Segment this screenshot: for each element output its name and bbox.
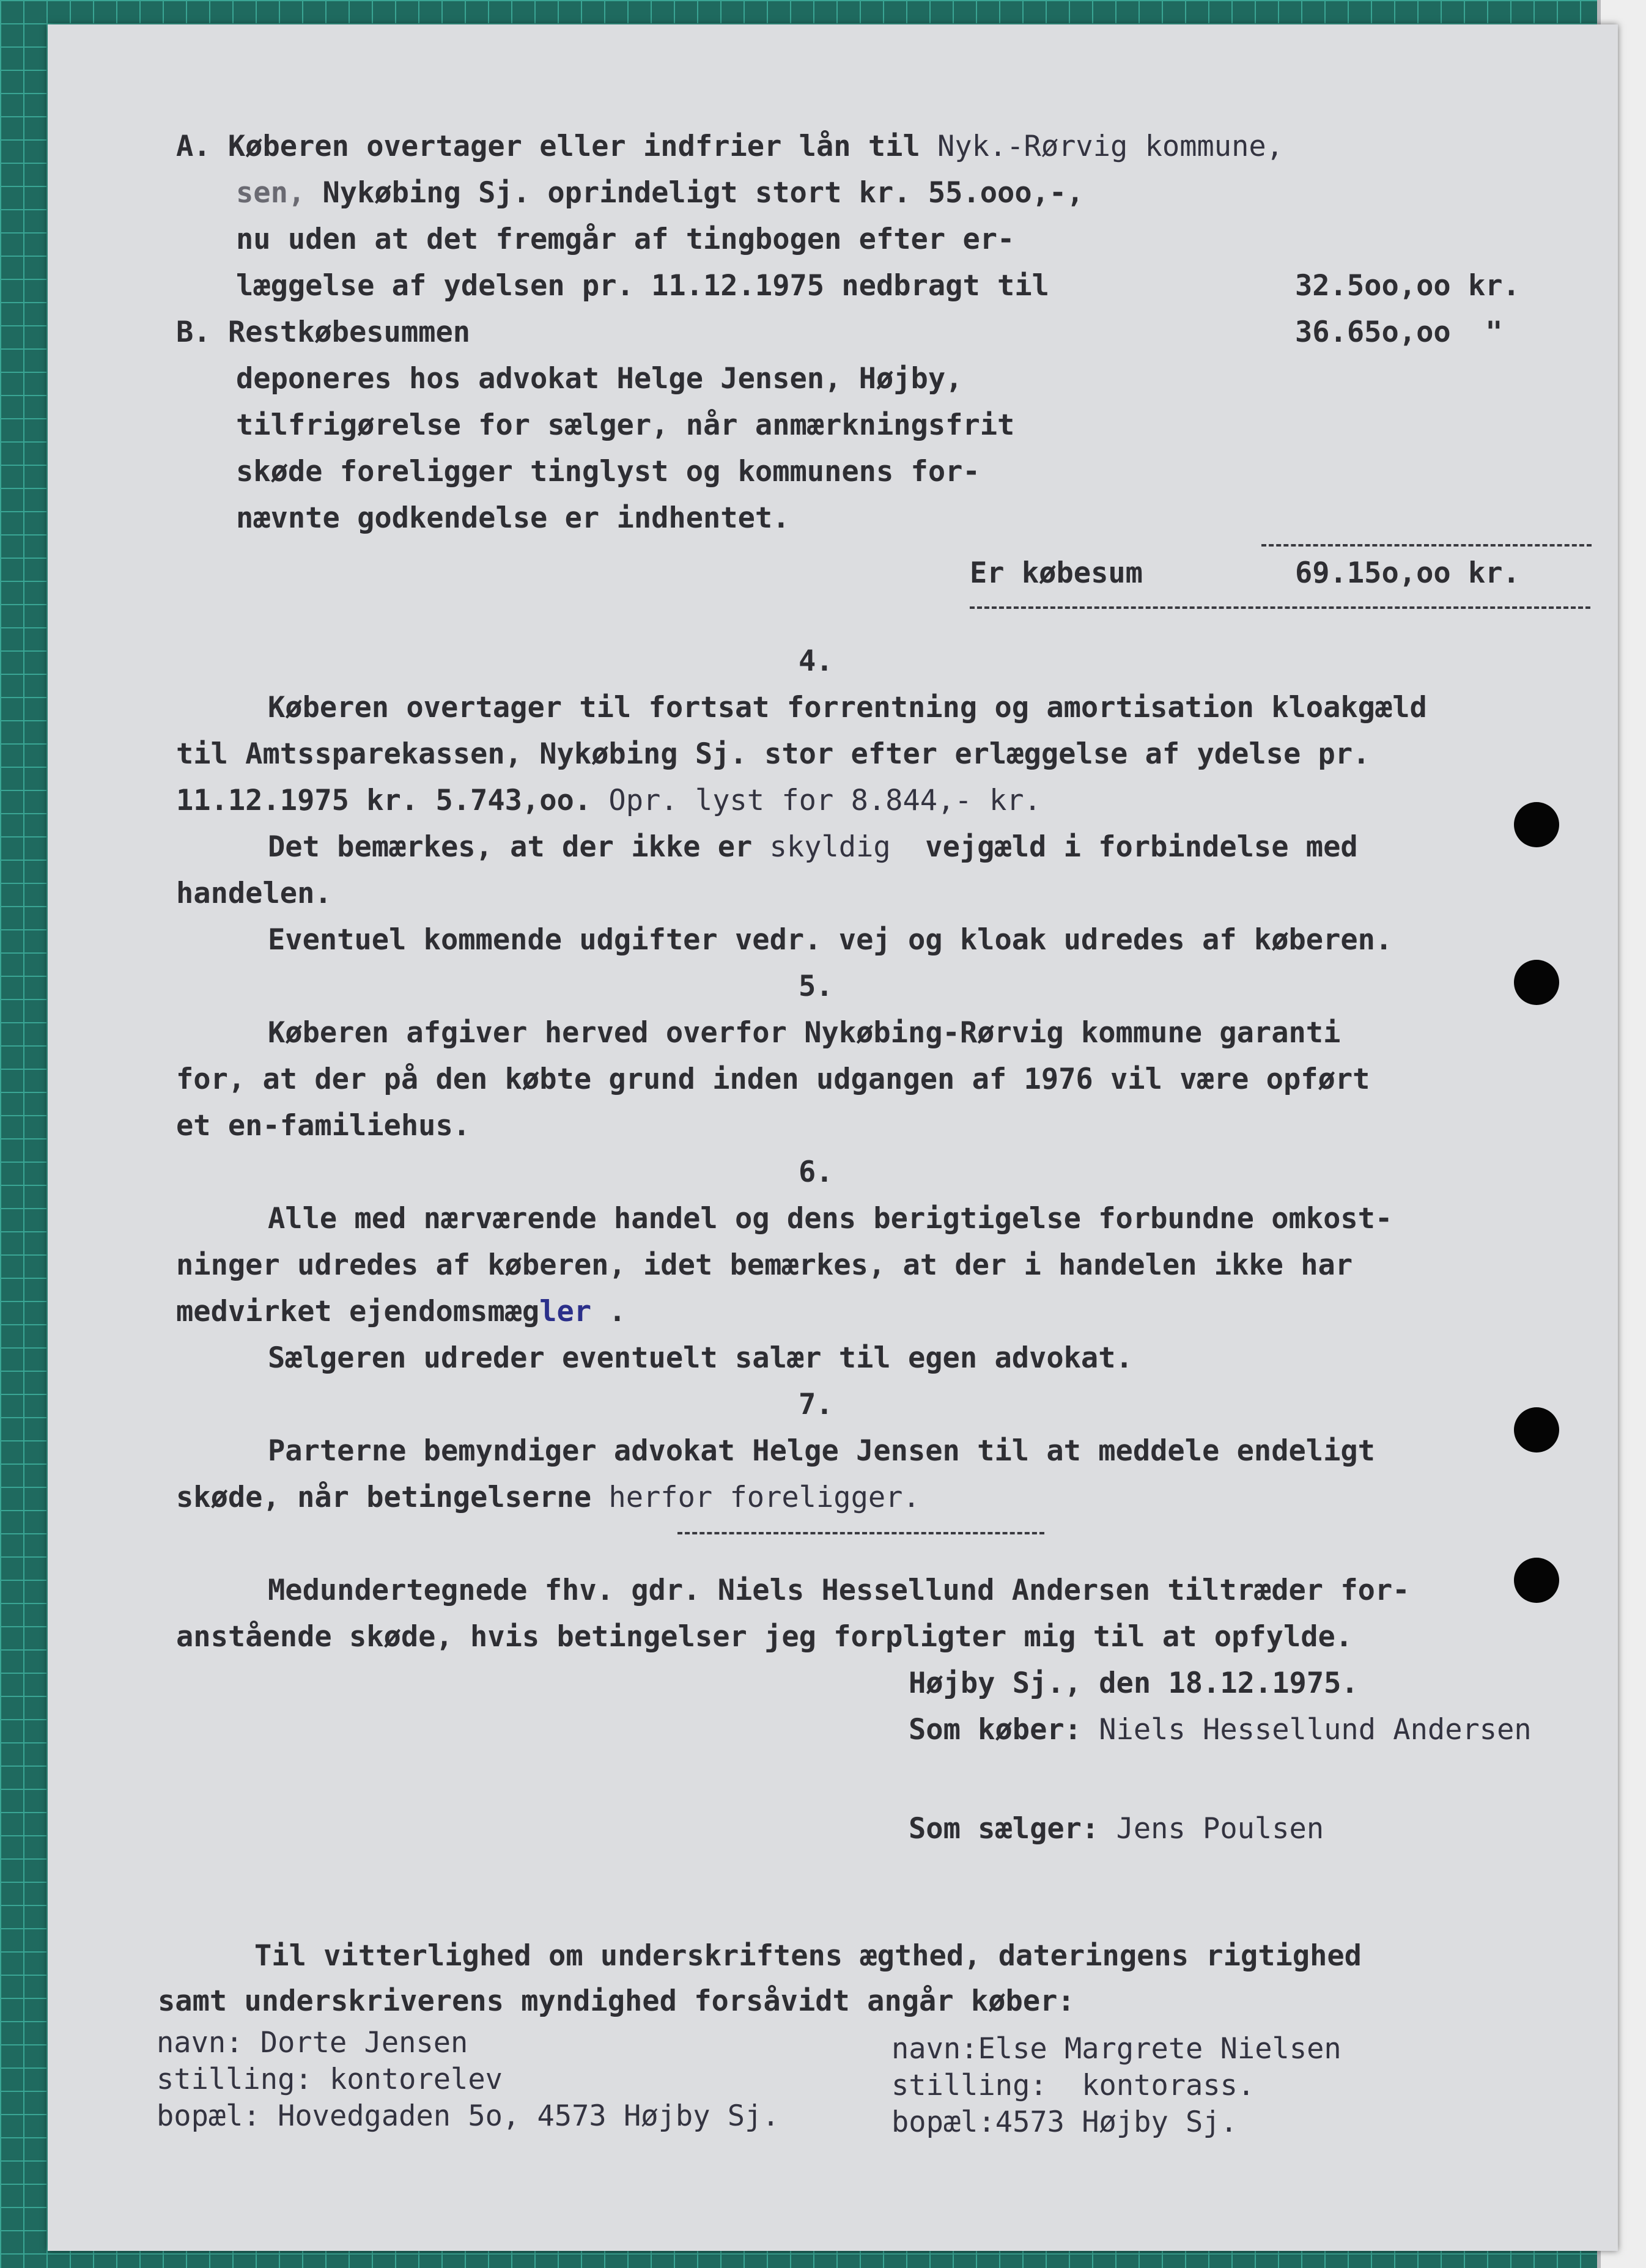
section-b-line-5: nævnte godkendelse er indhentet. <box>236 501 790 535</box>
witness-line-2: samt underskriverens myndighed forsåvidt angår køber: <box>158 1984 1075 2018</box>
sum-underline <box>1261 544 1592 547</box>
section-5-line-2: for, at der på den købte grund inden udgangen af 1976 vil være opført <box>176 1062 1370 1096</box>
section-b-line-2: deponeres hos advokat Helge Jensen, Højby, <box>236 362 963 396</box>
section-a-line-4: læggelse af ydelsen pr. 11.12.1975 nedbragt til <box>236 269 1049 303</box>
witness-left-name: navn: Dorte Jensen <box>157 2026 468 2060</box>
section-6-line-2: ninger udredes af køberen, idet bemærkes, at der i handelen ikke har <box>176 1248 1353 1282</box>
total-label: Er købesum <box>970 556 1143 590</box>
section-6-line-4: Sælgeren udreder eventuelt salær til egen advokat. <box>268 1341 1133 1375</box>
section-a-line-2 <box>236 176 1084 210</box>
sewer-debt-amount: 11.12.1975 kr. 5.743,oo. <box>176 784 592 817</box>
section-4-line-4 <box>268 830 1358 864</box>
punch-hole-2 <box>1514 960 1559 1005</box>
total-double-underline <box>970 606 1590 609</box>
section-6-line-3 <box>176 1295 626 1329</box>
section-7-typed: skøde, når betingelserne <box>176 1481 592 1514</box>
section-a-original-amount: Nykøbing Sj. oprindeligt stort kr. 55.ooo,-, <box>322 176 1084 210</box>
witness-left-address: bopæl: Hovedgaden 5o, 4573 Højby Sj. <box>157 2099 780 2133</box>
place-date: Højby Sj., den 18.12.1975. <box>909 1666 1359 1700</box>
section-a-municipality: Nyk.-Rørvig kommune, <box>937 130 1283 163</box>
section-b-line-3: tilfrigørelse for sælger, når anmærkningsfrit <box>236 408 1015 442</box>
section-7-line-1: Parterne bemyndiger advokat Helge Jensen til at meddele endeligt <box>268 1434 1375 1468</box>
section-7-number: 7. <box>799 1388 833 1421</box>
buyer-line <box>909 1713 1532 1747</box>
section-7-filled: herfor foreligger. <box>608 1481 920 1514</box>
section-4-line-3 <box>176 784 1041 818</box>
punch-hole-4 <box>1514 1558 1559 1603</box>
original-registration: Opr. lyst for 8.844,- kr. <box>608 784 1041 817</box>
section-5-number: 5. <box>799 970 833 1003</box>
witness-right-position: stilling: kontorass. <box>891 2069 1255 2102</box>
section-4-line-4-start: Det bemærkes, at der ikke er <box>268 830 753 864</box>
punch-hole-3 <box>1514 1407 1559 1452</box>
section-4-line-6: Eventuel kommende udgifter vedr. vej og kloak udredes af køberen. <box>268 923 1393 957</box>
section-b-amount: 36.65o,oo " <box>1295 315 1503 349</box>
section-5-line-3: et en-familiehus. <box>176 1109 471 1143</box>
accession-line-2: anstående skøde, hvis betingelser jeg forpligter mig til at opfylde. <box>176 1620 1353 1654</box>
section-a-amount: 32.5oo,oo kr. <box>1295 269 1520 303</box>
seller-label: Som sælger: <box>909 1812 1099 1846</box>
witness-right-name: navn:Else Margrete Nielsen <box>891 2032 1342 2066</box>
section-4-line-2: til Amtssparekassen, Nykøbing Sj. stor efter erlæggelse af ydelse pr. <box>176 737 1370 771</box>
section-a-line-1 <box>176 130 1283 164</box>
broker-word-typed: medvirket ejendomsmæg <box>176 1295 540 1328</box>
section-divider <box>677 1532 1044 1534</box>
section-a-line-3: nu uden at det fremgår af tingbogen efter er- <box>236 223 1015 256</box>
seller-line <box>909 1812 1324 1846</box>
section-4-line-4-end: vejgæld i forbindelse med <box>925 830 1358 864</box>
broker-word-handwritten: ler <box>539 1295 592 1328</box>
section-b-line-1: B. Restkøbesummen <box>176 315 471 349</box>
total-amount: 69.15o,oo kr. <box>1295 556 1520 590</box>
owed-word: skyldig <box>769 830 891 864</box>
accession-line-1: Medundertegnede fhv. gdr. Niels Hessellund Andersen tiltræder for- <box>268 1574 1410 1607</box>
section-4-line-1: Køberen overtager til fortsat forrentning og amortisation kloakgæld <box>268 691 1427 724</box>
witness-right-address: bopæl:4573 Højby Sj. <box>891 2105 1238 2139</box>
seller-name: Jens Poulsen <box>1116 1812 1324 1846</box>
section-6-number: 6. <box>799 1155 833 1189</box>
section-6-line-1: Alle med nærværende handel og dens berigtigelse forbundne omkost- <box>268 1202 1393 1235</box>
section-a-typed: A. Køberen overtager eller indfrier lån til <box>176 130 920 163</box>
buyer-label: Som køber: <box>909 1713 1082 1747</box>
buyer-name: Niels Hessellund Andersen <box>1099 1713 1532 1747</box>
witness-left-position: stilling: kontorelev <box>157 2063 503 2096</box>
section-a-faint-word: sen, <box>236 176 306 210</box>
section-4-number: 4. <box>799 644 833 678</box>
broker-period: . <box>608 1295 626 1328</box>
section-4-line-5: handelen. <box>176 877 332 910</box>
punch-hole-1 <box>1514 802 1559 847</box>
section-b-line-4: skøde foreligger tinglyst og kommunens for- <box>236 455 980 488</box>
section-5-line-1: Køberen afgiver herved overfor Nykøbing-Rørvig kommune garanti <box>268 1016 1341 1050</box>
section-7-line-2 <box>176 1481 920 1515</box>
document-page <box>48 24 1618 2251</box>
witness-line-1: Til vitterlighed om underskriftens ægthed, dateringens rigtighed <box>254 1939 1362 1973</box>
